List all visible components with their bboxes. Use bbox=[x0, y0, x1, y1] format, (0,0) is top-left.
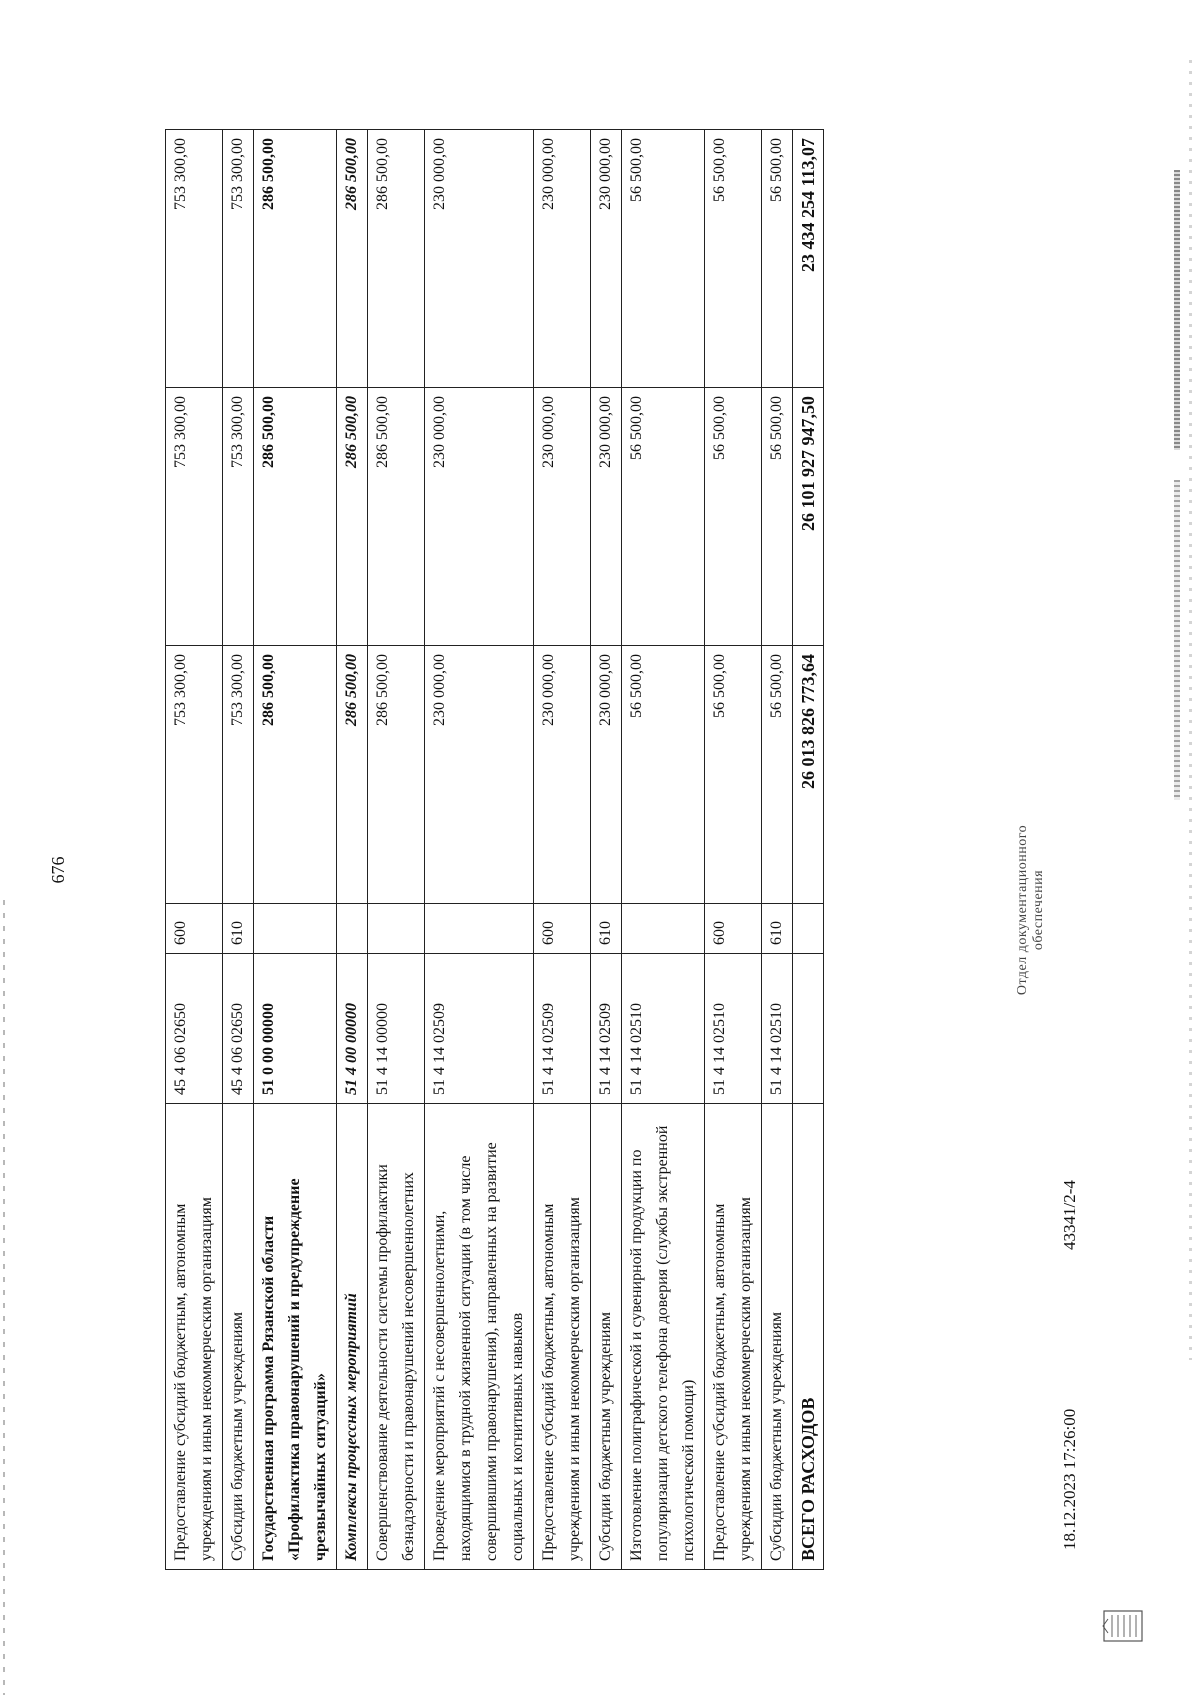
name-cell: ВСЕГО РАСХОДОВ bbox=[793, 1104, 824, 1570]
amount-cell: 753 300,00 bbox=[166, 388, 223, 646]
table-row bbox=[793, 130, 824, 1570]
amount-cell: 230 000,00 bbox=[591, 130, 622, 388]
amount-cell: 26 101 927 947,50 bbox=[793, 388, 824, 646]
table-row bbox=[223, 130, 254, 1570]
expense-type-cell: 600 bbox=[705, 904, 762, 954]
table-row bbox=[368, 130, 425, 1570]
amount-cell: 230 000,00 bbox=[425, 388, 534, 646]
amount-cell: 753 300,00 bbox=[166, 646, 223, 904]
code-cell: 51 4 14 00000 bbox=[368, 954, 425, 1104]
amount-cell: 230 000,00 bbox=[425, 646, 534, 904]
amount-cell: 56 500,00 bbox=[762, 388, 793, 646]
name-cell: Проведение мероприятий с несовершеннолетними, находящимися в трудной жизненной ситуации (в том числе совершившими правонарушения), направленных на развитие социальных и когнитивных навыков bbox=[425, 1104, 534, 1570]
code-cell: 45 4 06 02650 bbox=[166, 954, 223, 1104]
code-cell: 51 4 14 02510 bbox=[762, 954, 793, 1104]
budget-table bbox=[165, 129, 824, 1570]
code-cell: 51 4 00 00000 bbox=[337, 954, 368, 1104]
amount-cell: 56 500,00 bbox=[705, 646, 762, 904]
table-row bbox=[705, 130, 762, 1570]
amount-cell: 753 300,00 bbox=[223, 130, 254, 388]
amount-cell: 56 500,00 bbox=[622, 388, 705, 646]
amount-cell: 230 000,00 bbox=[425, 130, 534, 388]
amount-cell: 56 500,00 bbox=[705, 388, 762, 646]
amount-cell: 286 500,00 bbox=[368, 646, 425, 904]
code-cell: 51 4 14 02509 bbox=[425, 954, 534, 1104]
scan-artifact-bar bbox=[1174, 480, 1180, 800]
amount-cell: 230 000,00 bbox=[591, 646, 622, 904]
table-row bbox=[534, 130, 591, 1570]
amount-cell: 230 000,00 bbox=[534, 646, 591, 904]
amount-cell: 286 500,00 bbox=[254, 130, 337, 388]
scan-artifact-bar bbox=[1174, 170, 1180, 450]
stamp-line: обеспечения bbox=[1031, 869, 1046, 951]
table-row bbox=[762, 130, 793, 1570]
stamp-line: Отдел документационного bbox=[1015, 824, 1030, 996]
name-cell: Изготовление полиграфической и сувенирной продукции по популяризации детского телефона доверия (службы экстренной психологической помощи) bbox=[622, 1104, 705, 1570]
code-cell bbox=[793, 954, 824, 1104]
name-cell: Государственная программа Рязанской области «Профилактика правонарушений и предупреждение чрезвычайных ситуаций» bbox=[254, 1104, 337, 1570]
name-cell: Предоставление субсидий бюджетным, автономным учреждениям и иным некоммерческим организациям bbox=[705, 1104, 762, 1570]
name-cell: Предоставление субсидий бюджетным, автономным учреждениям и иным некоммерческим организациям bbox=[534, 1104, 591, 1570]
code-cell: 51 4 14 02509 bbox=[534, 954, 591, 1104]
table-row bbox=[622, 130, 705, 1570]
amount-cell: 230 000,00 bbox=[591, 388, 622, 646]
expense-type-cell bbox=[425, 904, 534, 954]
amount-cell: 286 500,00 bbox=[337, 388, 368, 646]
expense-type-cell: 600 bbox=[166, 904, 223, 954]
department-stamp bbox=[1015, 795, 1047, 1025]
expense-type-cell bbox=[793, 904, 824, 954]
amount-cell: 26 013 826 773,64 bbox=[793, 646, 824, 904]
code-cell: 51 4 14 02510 bbox=[705, 954, 762, 1104]
amount-cell: 56 500,00 bbox=[762, 130, 793, 388]
amount-cell: 286 500,00 bbox=[337, 646, 368, 904]
amount-cell: 56 500,00 bbox=[762, 646, 793, 904]
amount-cell: 286 500,00 bbox=[254, 646, 337, 904]
scan-edge-right bbox=[1189, 60, 1192, 1360]
code-cell: 51 4 14 02509 bbox=[591, 954, 622, 1104]
name-cell: Совершенствование деятельности системы профилактики безнадзорности и правонарушений несовершеннолетних bbox=[368, 1104, 425, 1570]
table-row bbox=[337, 130, 368, 1570]
amount-cell: 230 000,00 bbox=[534, 388, 591, 646]
code-cell: 51 0 00 00000 bbox=[254, 954, 337, 1104]
amount-cell: 286 500,00 bbox=[368, 130, 425, 388]
amount-cell: 286 500,00 bbox=[337, 130, 368, 388]
expense-type-cell bbox=[622, 904, 705, 954]
amount-cell: 23 434 254 113,07 bbox=[793, 130, 824, 388]
amount-cell: 753 300,00 bbox=[223, 646, 254, 904]
budget-table-body bbox=[166, 130, 824, 1570]
amount-cell: 56 500,00 bbox=[705, 130, 762, 388]
name-cell: Субсидии бюджетным учреждениям bbox=[223, 1104, 254, 1570]
footer-doc-number: 43341/2-4 bbox=[1060, 1180, 1079, 1250]
name-cell: Субсидии бюджетным учреждениям bbox=[591, 1104, 622, 1570]
expense-type-cell: 600 bbox=[534, 904, 591, 954]
amount-cell: 230 000,00 bbox=[534, 130, 591, 388]
table-row bbox=[166, 130, 223, 1570]
expense-type-cell bbox=[254, 904, 337, 954]
table-row bbox=[591, 130, 622, 1570]
amount-cell: 286 500,00 bbox=[368, 388, 425, 646]
table-row bbox=[425, 130, 534, 1570]
table-row bbox=[254, 130, 337, 1570]
expense-type-cell bbox=[368, 904, 425, 954]
expense-type-cell: 610 bbox=[762, 904, 793, 954]
amount-cell: 56 500,00 bbox=[622, 130, 705, 388]
footer-date: 18.12.2023 17:26:00 bbox=[1060, 1408, 1079, 1550]
amount-cell: 286 500,00 bbox=[254, 388, 337, 646]
code-cell: 45 4 06 02650 bbox=[223, 954, 254, 1104]
scan-edge-left bbox=[3, 900, 5, 1695]
expense-type-cell bbox=[337, 904, 368, 954]
name-cell: Комплексы процессных мероприятий bbox=[337, 1104, 368, 1570]
amount-cell: 753 300,00 bbox=[166, 130, 223, 388]
amount-cell: 56 500,00 bbox=[622, 646, 705, 904]
rotated-page bbox=[30, 45, 1170, 1645]
code-cell: 51 4 14 02510 bbox=[622, 954, 705, 1104]
page-number: 676 bbox=[48, 856, 68, 884]
expense-type-cell: 610 bbox=[591, 904, 622, 954]
amount-cell: 753 300,00 bbox=[223, 388, 254, 646]
expense-type-cell: 610 bbox=[223, 904, 254, 954]
name-cell: Предоставление субсидий бюджетным, автономным учреждениям и иным некоммерческим организациям bbox=[166, 1104, 223, 1570]
emblem-logo-icon bbox=[1100, 1605, 1146, 1645]
name-cell: Субсидии бюджетным учреждениям bbox=[762, 1104, 793, 1570]
